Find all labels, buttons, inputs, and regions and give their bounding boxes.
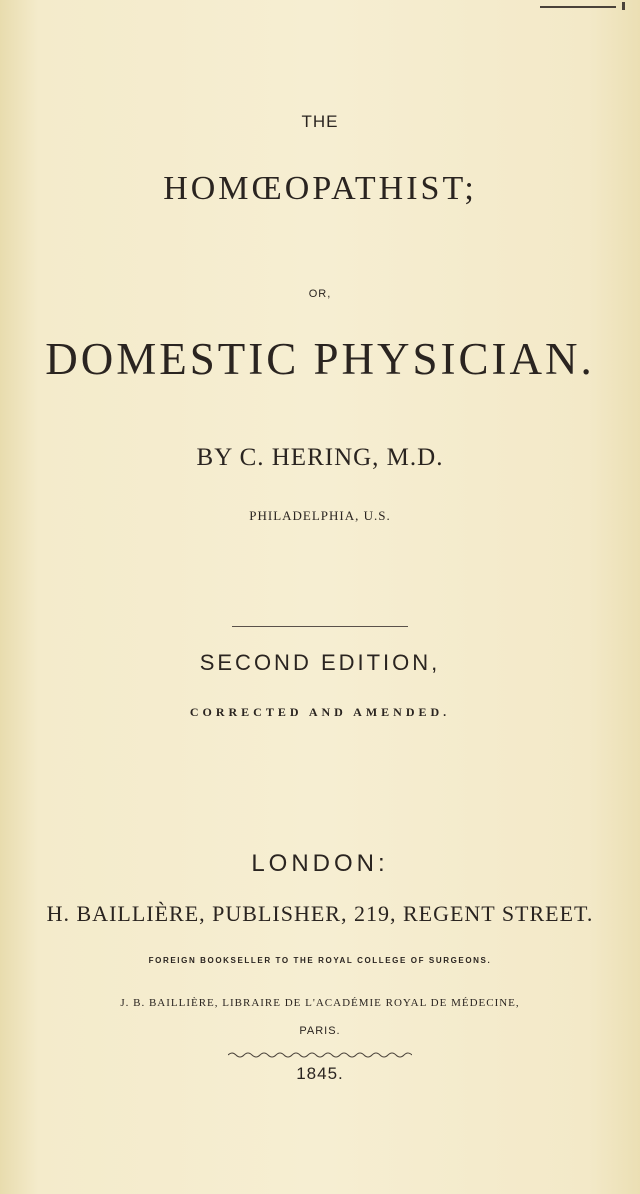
- publisher-role: FOREIGN BOOKSELLER TO THE ROYAL COLLEGE OF SURGEONS.: [148, 956, 492, 965]
- author-location: PHILADELPHIA, U.S.: [249, 508, 391, 523]
- imprint-place: LONDON:: [251, 850, 389, 877]
- co-publisher-line: J. B. BAILLIÈRE, LIBRAIRE DE L'ACADÉMIE ROYAL DE MÉDECINE,: [120, 997, 520, 1009]
- author-line: BY C. HERING, M.D.: [196, 444, 444, 471]
- top-edge-dot: [622, 2, 625, 10]
- main-title: HOMŒOPATHIST;: [163, 170, 477, 207]
- edition-note: CORRECTED AND AMENDED.: [189, 705, 451, 719]
- wavy-ornament: [228, 1050, 412, 1060]
- publication-year: 1845.: [296, 1064, 344, 1083]
- co-publisher-city: PARIS.: [299, 1025, 341, 1037]
- title-the: THE: [301, 112, 339, 131]
- publisher-line: H. BAILLIÈRE, PUBLISHER, 219, REGENT STREET.: [46, 901, 594, 926]
- edition-line: SECOND EDITION,: [199, 650, 441, 675]
- top-edge-mark: [540, 6, 616, 8]
- subtitle: DOMESTIC PHYSICIAN.: [45, 334, 595, 384]
- divider-rule: [232, 626, 408, 627]
- title-or: OR,: [308, 288, 332, 300]
